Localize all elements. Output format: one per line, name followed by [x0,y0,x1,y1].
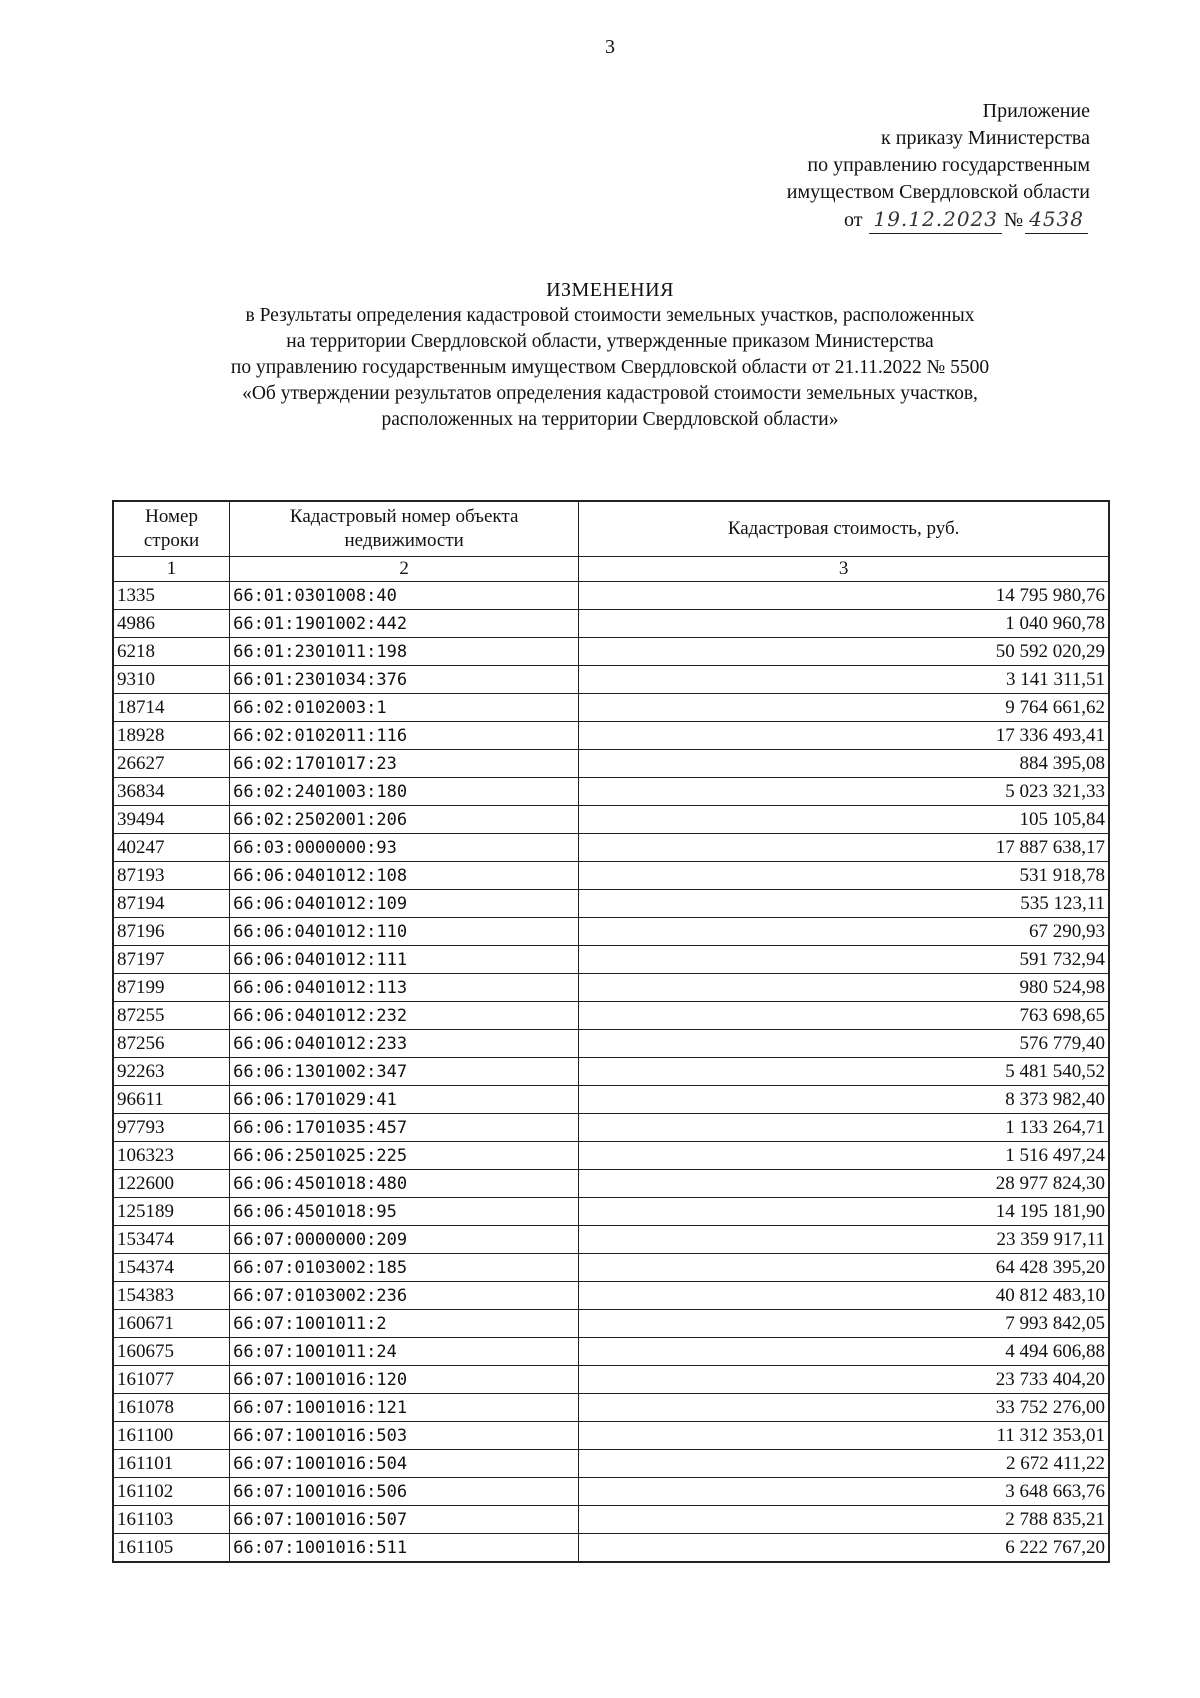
column-number-3: 3 [579,557,1109,582]
appendix-line-1: Приложение [982,100,1090,122]
cadastral-number-cell: 66:01:2301011:198 [230,638,579,666]
row-number-cell: 125189 [113,1198,230,1226]
cadastral-value-cell: 7 993 842,05 [579,1310,1109,1338]
cadastral-number-cell: 66:06:0401012:108 [230,862,579,890]
cadastral-number-cell: 66:02:0102003:1 [230,694,579,722]
row-number-cell: 153474 [113,1226,230,1254]
table-row [113,1002,1109,1030]
row-number-cell: 18714 [113,694,230,722]
appendix-block [787,98,1090,234]
table-row [113,1338,1109,1366]
cadastral-number-cell: 66:07:1001011:2 [230,1310,579,1338]
table-row [113,806,1109,834]
table-row [113,890,1109,918]
row-number-cell: 154374 [113,1254,230,1282]
table-row [113,1506,1109,1534]
cadastral-value-cell: 105 105,84 [579,806,1109,834]
table-row [113,1450,1109,1478]
table-row [113,862,1109,890]
row-number-cell: 160671 [113,1310,230,1338]
cadastral-value-cell: 11 312 353,01 [579,1422,1109,1450]
row-number-cell: 18928 [113,722,230,750]
row-number-cell: 26627 [113,750,230,778]
cadastral-number-cell: 66:06:1701035:457 [230,1114,579,1142]
table-row [113,1058,1109,1086]
cadastral-number-cell: 66:01:0301008:40 [230,582,579,610]
title-line-1: в Результаты определения кадастровой стоимости земельных участков, расположенных [245,305,975,326]
title-line-5: расположенных на территории Свердловской области» [381,409,839,430]
cadastral-value-cell: 5 481 540,52 [579,1058,1109,1086]
cadastral-value-cell: 6 222 767,20 [579,1534,1109,1563]
cadastral-value-cell: 2 672 411,22 [579,1450,1109,1478]
header-cadastral-value: Кадастровая стоимость, руб. [579,501,1109,557]
cadastral-value-cell: 1 133 264,71 [579,1114,1109,1142]
appendix-line-3: по управлению государственным [807,154,1090,176]
title-line-4: «Об утверждении результатов определения кадастровой стоимости земельных участков, [242,383,978,404]
cadastral-number-cell: 66:07:1001016:506 [230,1478,579,1506]
table-row [113,946,1109,974]
row-number-cell: 161078 [113,1394,230,1422]
cadastral-number-cell: 66:06:4501018:95 [230,1198,579,1226]
table-row [113,1142,1109,1170]
cadastral-value-cell: 535 123,11 [579,890,1109,918]
cadastral-value-cell: 1 040 960,78 [579,610,1109,638]
table-row [113,750,1109,778]
row-number-cell: 154383 [113,1282,230,1310]
row-number-cell: 106323 [113,1142,230,1170]
cadastral-value-cell: 884 395,08 [579,750,1109,778]
row-number-cell: 161103 [113,1506,230,1534]
cadastral-value-cell: 531 918,78 [579,862,1109,890]
cadastral-number-cell: 66:07:1001011:24 [230,1338,579,1366]
cadastral-value-cell: 3 141 311,51 [579,666,1109,694]
document-heading: ИЗМЕНЕНИЯ [546,279,674,301]
row-number-cell: 161077 [113,1366,230,1394]
table-header-row [113,501,1109,557]
row-number-cell: 160675 [113,1338,230,1366]
title-line-2: на территории Свердловской области, утвержденные приказом Министерства [286,331,934,352]
cadastral-number-cell: 66:07:1001016:120 [230,1366,579,1394]
cadastral-number-cell: 66:06:0401012:109 [230,890,579,918]
cadastral-value-cell: 763 698,65 [579,1002,1109,1030]
cadastral-number-cell: 66:06:2501025:225 [230,1142,579,1170]
row-number-cell: 92263 [113,1058,230,1086]
row-number-cell: 161105 [113,1534,230,1563]
cadastral-value-cell: 40 812 483,10 [579,1282,1109,1310]
cadastral-value-cell: 17 336 493,41 [579,722,1109,750]
cadastral-value-cell: 50 592 020,29 [579,638,1109,666]
row-number-cell: 161100 [113,1422,230,1450]
appendix-line-4: имуществом Свердловской области [786,181,1090,203]
appendix-line-2: к приказу Министерства [881,127,1090,149]
table-row [113,1226,1109,1254]
cadastral-value-cell: 64 428 395,20 [579,1254,1109,1282]
row-number-cell: 87197 [113,946,230,974]
cadastral-number-cell: 66:06:1301002:347 [230,1058,579,1086]
cadastral-number-cell: 66:01:1901002:442 [230,610,579,638]
cadastral-number-cell: 66:06:0401012:113 [230,974,579,1002]
cadastral-value-cell: 14 795 980,76 [579,582,1109,610]
row-number-cell: 4986 [113,610,230,638]
table-body [113,582,1109,1563]
cadastral-number-cell: 66:07:0103002:185 [230,1254,579,1282]
table-column-number-row [113,557,1109,582]
cadastral-number-cell: 66:07:0103002:236 [230,1282,579,1310]
cadastral-value-cell: 4 494 606,88 [579,1338,1109,1366]
cadastral-number-cell: 66:07:1001016:511 [230,1534,579,1563]
cadastral-number-cell: 66:06:1701029:41 [230,1086,579,1114]
table-row [113,1478,1109,1506]
cadastral-value-cell: 17 887 638,17 [579,834,1109,862]
row-number-cell: 87196 [113,918,230,946]
row-number-cell: 87199 [113,974,230,1002]
title-line-3: по управлению государственным имуществом Свердловской области от 21.11.2022 № 5500 [230,357,990,378]
cadastral-value-cell: 576 779,40 [579,1030,1109,1058]
cadastral-number-cell: 66:07:1001016:121 [230,1394,579,1422]
table-row [113,694,1109,722]
row-number-cell: 39494 [113,806,230,834]
cadastral-value-cell: 67 290,93 [579,918,1109,946]
cadastral-number-cell: 66:06:0401012:110 [230,918,579,946]
cadastral-value-cell: 980 524,98 [579,974,1109,1002]
row-number-cell: 36834 [113,778,230,806]
row-number-cell: 87256 [113,1030,230,1058]
table-row [113,918,1109,946]
from-label: от [844,209,863,231]
cadastral-number-cell: 66:02:0102011:116 [230,722,579,750]
table-row [113,1030,1109,1058]
cadastral-number-cell: 66:06:0401012:111 [230,946,579,974]
header-cadastral-number: Кадастровый номер объекта недвижимости [230,501,579,557]
table-row [113,722,1109,750]
table-row [113,1366,1109,1394]
table-row [113,1254,1109,1282]
cadastral-number-cell: 66:07:1001016:504 [230,1450,579,1478]
cadastral-number-cell: 66:07:1001016:503 [230,1422,579,1450]
table-row [113,1282,1109,1310]
document-title-block [100,277,1120,433]
cadastral-number-cell: 66:07:0000000:209 [230,1226,579,1254]
table-row [113,1114,1109,1142]
row-number-cell: 161102 [113,1478,230,1506]
table-row [113,1086,1109,1114]
table-row [113,778,1109,806]
cadastral-value-cell: 5 023 321,33 [579,778,1109,806]
row-number-cell: 9310 [113,666,230,694]
cadastral-number-cell: 66:02:1701017:23 [230,750,579,778]
row-number-cell: 122600 [113,1170,230,1198]
order-date-line [787,206,1090,234]
header-row-number: Номер строки [113,501,230,557]
row-number-cell: 87193 [113,862,230,890]
table-row [113,1170,1109,1198]
row-number-cell: 97793 [113,1114,230,1142]
table-row [113,610,1109,638]
cadastral-value-cell: 28 977 824,30 [579,1170,1109,1198]
cadastral-value-cell: 2 788 835,21 [579,1506,1109,1534]
row-number-cell: 1335 [113,582,230,610]
table-row [113,834,1109,862]
cadastral-value-table [112,500,1110,1563]
cadastral-value-cell: 1 516 497,24 [579,1142,1109,1170]
table-row [113,1534,1109,1563]
cadastral-number-cell: 66:02:2502001:206 [230,806,579,834]
table-row [113,582,1109,610]
cadastral-value-cell: 3 648 663,76 [579,1478,1109,1506]
row-number-cell: 87255 [113,1002,230,1030]
cadastral-number-cell: 66:03:0000000:93 [230,834,579,862]
cadastral-number-cell: 66:06:0401012:233 [230,1030,579,1058]
cadastral-value-cell: 23 359 917,11 [579,1226,1109,1254]
cadastral-value-cell: 9 764 661,62 [579,694,1109,722]
table-row [113,1394,1109,1422]
row-number-cell: 40247 [113,834,230,862]
cadastral-number-cell: 66:06:0401012:232 [230,1002,579,1030]
column-number-1: 1 [113,557,230,582]
table-row [113,638,1109,666]
table-row [113,666,1109,694]
column-number-2: 2 [230,557,579,582]
row-number-cell: 161101 [113,1450,230,1478]
page-number: 3 [605,36,615,58]
cadastral-number-cell: 66:01:2301034:376 [230,666,579,694]
cadastral-value-cell: 591 732,94 [579,946,1109,974]
cadastral-value-cell: 8 373 982,40 [579,1086,1109,1114]
row-number-cell: 96611 [113,1086,230,1114]
cadastral-value-cell: 33 752 276,00 [579,1394,1109,1422]
number-label: № [1004,209,1024,231]
cadastral-value-cell: 23 733 404,20 [579,1366,1109,1394]
table-row [113,1422,1109,1450]
cadastral-number-cell: 66:07:1001016:507 [230,1506,579,1534]
handwritten-number: 4538 [1025,206,1088,234]
cadastral-value-cell: 14 195 181,90 [579,1198,1109,1226]
table-row [113,974,1109,1002]
row-number-cell: 87194 [113,890,230,918]
table-row [113,1310,1109,1338]
table-row [113,1198,1109,1226]
row-number-cell: 6218 [113,638,230,666]
handwritten-date: 19.12.2023 [869,206,1002,234]
cadastral-number-cell: 66:02:2401003:180 [230,778,579,806]
cadastral-number-cell: 66:06:4501018:480 [230,1170,579,1198]
